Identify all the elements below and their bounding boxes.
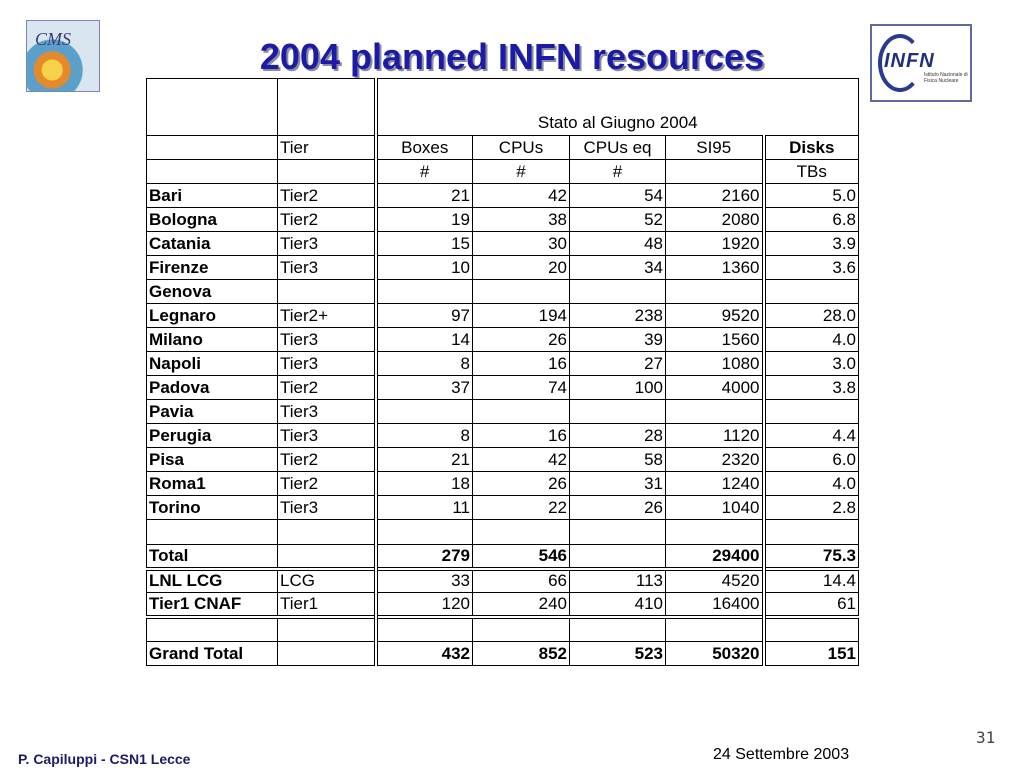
- cell-cpus: 38: [473, 208, 570, 232]
- cell-tier: [278, 280, 376, 304]
- unit-cpus: #: [473, 160, 570, 184]
- group-header-row: [147, 79, 859, 136]
- cell-cpus: 20: [473, 256, 570, 280]
- row-name: Grand Total: [147, 642, 278, 666]
- cell-tier: Tier2: [278, 376, 376, 400]
- row-name: [147, 617, 278, 642]
- cell-cpus: 26: [473, 328, 570, 352]
- cell-si95: 1080: [666, 352, 764, 376]
- row-name: LNL LCG: [147, 569, 278, 593]
- footer-author: P. Capiluppi - CSN1 Lecce: [18, 751, 191, 767]
- cell-cpus-eq: 31: [570, 472, 666, 496]
- cell-boxes: 279: [376, 545, 473, 569]
- cell-disks: 5.0: [764, 184, 859, 208]
- cell-cpus: 66: [473, 569, 570, 593]
- grand-total-row: [147, 642, 859, 666]
- header-boxes: Boxes: [376, 136, 473, 160]
- cell-disks: 6.8: [764, 208, 859, 232]
- cell-tier: Tier3: [278, 400, 376, 424]
- row-name: Roma1: [147, 472, 278, 496]
- cell-si95: 9520: [666, 304, 764, 328]
- cell-si95: 50320: [666, 642, 764, 666]
- cell-disks: 4.0: [764, 472, 859, 496]
- cell-boxes: 432: [376, 642, 473, 666]
- cell-disks: 6.0: [764, 448, 859, 472]
- row-name: Firenze: [147, 256, 278, 280]
- site-row: [147, 208, 859, 232]
- cell-cpus-eq: [570, 545, 666, 569]
- cell-cpus: 22: [473, 496, 570, 520]
- cell-disks: 3.6: [764, 256, 859, 280]
- site-row: [147, 280, 859, 304]
- row-name: Pavia: [147, 400, 278, 424]
- cell-si95: [666, 617, 764, 642]
- cell-disks: [764, 520, 859, 545]
- cell-disks: 61: [764, 593, 859, 617]
- cell-cpus-eq: 34: [570, 256, 666, 280]
- cell-disks: [764, 400, 859, 424]
- group-header: Stato al Giugno 2004: [376, 79, 859, 136]
- row-name: Napoli: [147, 352, 278, 376]
- total-row: [147, 545, 859, 569]
- row-name: [147, 520, 278, 545]
- site-row: [147, 352, 859, 376]
- cell-cpus-eq: 238: [570, 304, 666, 328]
- extra-row: [147, 569, 859, 593]
- cell-boxes: 15: [376, 232, 473, 256]
- cell-cpus-eq: 58: [570, 448, 666, 472]
- cell-boxes: 97: [376, 304, 473, 328]
- cell-disks: [764, 617, 859, 642]
- cell-tier: Tier2: [278, 472, 376, 496]
- cell-tier: Tier2+: [278, 304, 376, 328]
- cell-disks: 151: [764, 642, 859, 666]
- cms-logo-text: CMS: [35, 29, 71, 49]
- cell-cpus: 16: [473, 352, 570, 376]
- cell-disks: 3.8: [764, 376, 859, 400]
- site-row: [147, 424, 859, 448]
- infn-logo-subtitle: Istituto Nazionale di Fisica Nucleare: [924, 72, 968, 84]
- cell-disks: 14.4: [764, 569, 859, 593]
- cell-tier: Tier3: [278, 256, 376, 280]
- cell-si95: 2160: [666, 184, 764, 208]
- row-name: Total: [147, 545, 278, 569]
- cell-tier: Tier1: [278, 593, 376, 617]
- row-name: Pisa: [147, 448, 278, 472]
- cell-cpus-eq: 27: [570, 352, 666, 376]
- cell-tier: LCG: [278, 569, 376, 593]
- cell-tier: Tier3: [278, 352, 376, 376]
- cell-tier: Tier2: [278, 208, 376, 232]
- site-row: [147, 304, 859, 328]
- cell-cpus-eq: 113: [570, 569, 666, 593]
- site-row: [147, 256, 859, 280]
- cell-si95: 4000: [666, 376, 764, 400]
- row-name: Tier1 CNAF: [147, 593, 278, 617]
- cell-disks: 75.3: [764, 545, 859, 569]
- cell-cpus: 16: [473, 424, 570, 448]
- page-number: 31: [976, 728, 996, 747]
- cell-si95: [666, 400, 764, 424]
- cell-cpus-eq: 28: [570, 424, 666, 448]
- site-row: [147, 400, 859, 424]
- cell-boxes: [376, 617, 473, 642]
- cell-si95: 1120: [666, 424, 764, 448]
- site-row: [147, 184, 859, 208]
- site-row: [147, 232, 859, 256]
- cell-boxes: 37: [376, 376, 473, 400]
- cell-cpus: 74: [473, 376, 570, 400]
- cell-cpus-eq: 523: [570, 642, 666, 666]
- cell-si95: 4520: [666, 569, 764, 593]
- cell-boxes: [376, 280, 473, 304]
- cell-cpus: [473, 617, 570, 642]
- cell-cpus: [473, 400, 570, 424]
- cell-si95: 16400: [666, 593, 764, 617]
- cell-cpus-eq: 54: [570, 184, 666, 208]
- cell-boxes: [376, 520, 473, 545]
- site-row: [147, 472, 859, 496]
- cell-boxes: 8: [376, 352, 473, 376]
- cell-si95: [666, 520, 764, 545]
- cell-boxes: 33: [376, 569, 473, 593]
- header-disks: Disks: [764, 136, 859, 160]
- cell-si95: 2320: [666, 448, 764, 472]
- cell-disks: 2.8: [764, 496, 859, 520]
- cell-cpus-eq: 100: [570, 376, 666, 400]
- cell-cpus-eq: [570, 520, 666, 545]
- cell-tier: [278, 545, 376, 569]
- site-row: [147, 496, 859, 520]
- row-name: Perugia: [147, 424, 278, 448]
- cell-cpus-eq: 39: [570, 328, 666, 352]
- row-name: Catania: [147, 232, 278, 256]
- unit-boxes: #: [376, 160, 473, 184]
- cell-cpus: 26: [473, 472, 570, 496]
- cell-si95: 1240: [666, 472, 764, 496]
- cell-cpus: [473, 520, 570, 545]
- unit-disks: TBs: [764, 160, 859, 184]
- site-row: [147, 448, 859, 472]
- cell-si95: [666, 280, 764, 304]
- cell-tier: Tier3: [278, 232, 376, 256]
- row-name: Torino: [147, 496, 278, 520]
- cell-cpus: 42: [473, 184, 570, 208]
- infn-logo: [870, 24, 972, 102]
- cell-boxes: [376, 400, 473, 424]
- row-name: Legnaro: [147, 304, 278, 328]
- cell-tier: [278, 642, 376, 666]
- cell-si95: 1040: [666, 496, 764, 520]
- header-cpus: CPUs: [473, 136, 570, 160]
- cell-boxes: 8: [376, 424, 473, 448]
- cell-boxes: 14: [376, 328, 473, 352]
- infn-logo-text: INFN: [884, 50, 935, 72]
- cell-si95: 2080: [666, 208, 764, 232]
- row-name: Milano: [147, 328, 278, 352]
- header-tier: Tier: [278, 136, 376, 160]
- cell-tier: Tier3: [278, 496, 376, 520]
- cell-tier: Tier3: [278, 424, 376, 448]
- cell-tier: Tier3: [278, 328, 376, 352]
- cell-cpus-eq: [570, 400, 666, 424]
- cell-cpus-eq: 26: [570, 496, 666, 520]
- cell-disks: 4.0: [764, 328, 859, 352]
- cell-si95: 1360: [666, 256, 764, 280]
- site-row: [147, 376, 859, 400]
- cell-si95: 1920: [666, 232, 764, 256]
- cell-cpus: [473, 280, 570, 304]
- cell-cpus: 30: [473, 232, 570, 256]
- cell-cpus-eq: [570, 617, 666, 642]
- cell-cpus-eq: 52: [570, 208, 666, 232]
- cell-cpus: 194: [473, 304, 570, 328]
- site-row: [147, 328, 859, 352]
- cell-boxes: 120: [376, 593, 473, 617]
- cell-cpus-eq: 48: [570, 232, 666, 256]
- blank-row: [147, 617, 859, 642]
- cell-boxes: 19: [376, 208, 473, 232]
- cell-boxes: 11: [376, 496, 473, 520]
- cell-tier: [278, 617, 376, 642]
- cell-disks: 3.0: [764, 352, 859, 376]
- cell-disks: [764, 280, 859, 304]
- cell-cpus: 546: [473, 545, 570, 569]
- slide-title: 2004 planned INFN resources: [259, 36, 765, 77]
- header-si95: SI95: [666, 136, 764, 160]
- cell-si95: 1560: [666, 328, 764, 352]
- header-cpus-eq: CPUs eq: [570, 136, 666, 160]
- row-name: Bologna: [147, 208, 278, 232]
- blank-row: [147, 520, 859, 545]
- cell-cpus: 240: [473, 593, 570, 617]
- cell-disks: 28.0: [764, 304, 859, 328]
- cell-tier: [278, 520, 376, 545]
- cell-disks: 4.4: [764, 424, 859, 448]
- units-row: [147, 160, 859, 184]
- cell-tier: Tier2: [278, 448, 376, 472]
- row-name: Padova: [147, 376, 278, 400]
- cell-si95: 29400: [666, 545, 764, 569]
- cell-cpus-eq: [570, 280, 666, 304]
- unit-cpus-eq: #: [570, 160, 666, 184]
- cell-cpus: 852: [473, 642, 570, 666]
- footer-date: 24 Settembre 2003: [713, 746, 850, 763]
- cell-tier: Tier2: [278, 184, 376, 208]
- cell-cpus: 42: [473, 448, 570, 472]
- cell-boxes: 21: [376, 184, 473, 208]
- row-name: Genova: [147, 280, 278, 304]
- header-row: [147, 136, 859, 160]
- cell-boxes: 10: [376, 256, 473, 280]
- row-name: Bari: [147, 184, 278, 208]
- cell-boxes: 18: [376, 472, 473, 496]
- cell-disks: 3.9: [764, 232, 859, 256]
- resources-table: [146, 78, 859, 666]
- extra-row: [147, 593, 859, 617]
- cell-cpus-eq: 410: [570, 593, 666, 617]
- cell-boxes: 21: [376, 448, 473, 472]
